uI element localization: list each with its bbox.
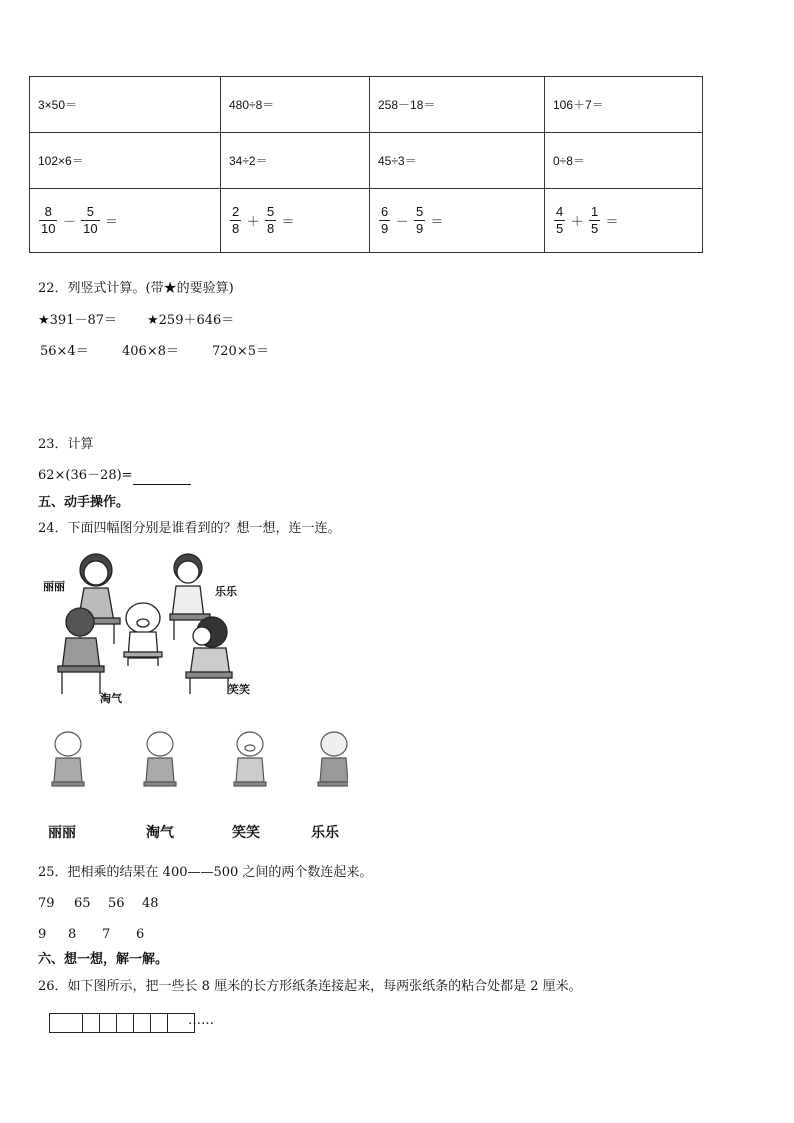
q25-number: 65 bbox=[74, 896, 91, 911]
fraction-cell bbox=[30, 189, 221, 253]
q25-number: 79 bbox=[38, 896, 55, 911]
section-five-title: 五、动手操作。 bbox=[38, 495, 130, 510]
fraction: $\frac{5}{8}$ bbox=[266, 204, 275, 236]
q26-title: 26．如下图所示，把一些长 8 厘米的长方形纸条连接起来，每两张纸条的粘合处都是 2 厘米。 bbox=[38, 979, 582, 994]
q25-number: 48 bbox=[142, 896, 159, 911]
q22-item-2: 406×8＝ bbox=[122, 344, 179, 359]
table-row bbox=[30, 189, 703, 253]
fraction-cell bbox=[221, 189, 370, 253]
q25-title: 25．把相乘的结果在 400——500 之间的两个数连起来。 bbox=[38, 865, 373, 880]
table-cell: 45÷3＝ bbox=[370, 133, 545, 189]
table-cell: 480÷8＝ bbox=[221, 77, 370, 133]
fraction: $\frac{2}{8}$ bbox=[232, 204, 240, 236]
caption-4: 乐乐 bbox=[311, 825, 339, 841]
table-cell: 0÷8＝ bbox=[545, 133, 703, 189]
q23-expr-text: 62×(36－28)= bbox=[38, 468, 133, 483]
q23-expression bbox=[38, 467, 191, 485]
table-cell: 258－18＝ bbox=[370, 77, 545, 133]
operator: － bbox=[395, 214, 409, 229]
equals: ＝ bbox=[281, 214, 295, 229]
equals: ＝ bbox=[605, 214, 619, 229]
pig-view-4 bbox=[318, 732, 348, 786]
operator: ＋ bbox=[570, 214, 584, 229]
strip-cell bbox=[134, 1014, 151, 1032]
pig-views-row bbox=[48, 728, 348, 792]
table-cell: 34÷2＝ bbox=[221, 133, 370, 189]
equals: ＝ bbox=[104, 214, 118, 229]
strip-cell bbox=[50, 1014, 83, 1032]
strip-cell bbox=[100, 1014, 117, 1032]
caption-3: 笑笑 bbox=[232, 825, 260, 841]
fraction: $\frac{6}{9}$ bbox=[381, 204, 389, 236]
caption-2: 淘气 bbox=[146, 825, 174, 841]
answer-blank[interactable] bbox=[133, 470, 191, 485]
pig-view-2 bbox=[144, 732, 176, 786]
q23-title: 23．计算 bbox=[38, 437, 94, 452]
fraction-cell bbox=[545, 189, 703, 253]
operator: － bbox=[62, 214, 76, 229]
paper-strip-diagram bbox=[49, 1013, 195, 1033]
q22-item-1: 56×4＝ bbox=[40, 344, 89, 359]
q25-number: 7 bbox=[102, 927, 111, 942]
fraction: $\frac{5}{9}$ bbox=[415, 204, 424, 236]
strip-cell bbox=[151, 1014, 168, 1032]
q25-number: 56 bbox=[108, 896, 125, 911]
fraction-cell bbox=[370, 189, 545, 253]
q25-number: 9 bbox=[38, 927, 47, 942]
operator: ＋ bbox=[246, 214, 260, 229]
q25-number: 6 bbox=[136, 927, 145, 942]
q22-star-item-2: ★259＋646＝ bbox=[147, 313, 235, 328]
q22-title: 22．列竖式计算。(带★的要验算) bbox=[38, 281, 234, 296]
q25-number: 8 bbox=[68, 927, 77, 942]
q22-item-3: 720×5＝ bbox=[212, 344, 269, 359]
pig-view-3 bbox=[234, 732, 266, 786]
fraction: $\frac{1}{5}$ bbox=[590, 204, 599, 236]
q24-title: 24．下面四幅图分别是谁看到的？想一想，连一连。 bbox=[38, 521, 341, 536]
pig-view-1 bbox=[52, 732, 84, 786]
strip-ellipsis: …… bbox=[188, 1013, 214, 1028]
table-cell: 102×6＝ bbox=[30, 133, 221, 189]
equals: ＝ bbox=[430, 214, 444, 229]
q22-star-item-1: ★391－87＝ bbox=[38, 313, 118, 328]
strip-cell bbox=[117, 1014, 134, 1032]
label-lili: 丽丽 bbox=[43, 580, 65, 593]
table-cell: 3×50＝ bbox=[30, 77, 221, 133]
fraction: $\frac{5}{10}$ bbox=[83, 204, 98, 236]
caption-1: 丽丽 bbox=[48, 825, 76, 841]
calc-table bbox=[29, 76, 703, 253]
label-taoqi: 淘气 bbox=[100, 692, 122, 705]
table-row bbox=[30, 77, 703, 133]
strip-cell bbox=[83, 1014, 100, 1032]
label-lele: 乐乐 bbox=[215, 585, 237, 598]
table-cell: 106＋7＝ bbox=[545, 77, 703, 133]
label-xiaoxiao: 笑笑 bbox=[228, 683, 250, 696]
table-row bbox=[30, 133, 703, 189]
section-six-title: 六、想一想，解一解。 bbox=[38, 952, 169, 967]
fraction: $\frac{8}{10}$ bbox=[41, 204, 56, 236]
fraction: $\frac{4}{5}$ bbox=[556, 204, 564, 236]
